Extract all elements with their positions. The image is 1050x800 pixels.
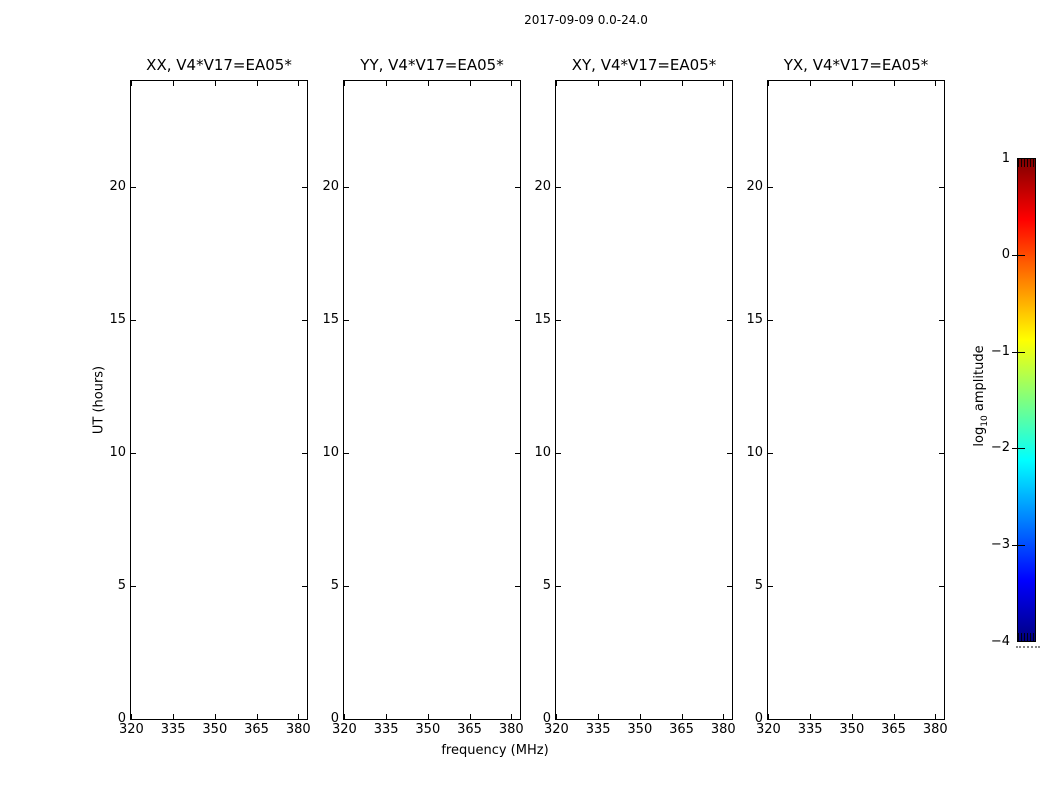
colorbar-tick-label: −3 [990,536,1010,552]
subplot-title-yy: YY, V4*V17=EA05* [360,56,504,74]
x-tick-bottom [470,714,471,719]
colorbar-tick [1012,255,1025,256]
x-tick-top [810,81,811,86]
x-tick-label: 335 [373,722,399,737]
colorbar-hatch-bottom [1018,633,1035,641]
y-tick-left [344,187,349,188]
y-tick-label: 0 [117,711,126,726]
x-tick-label: 335 [585,722,611,737]
x-tick-bottom [428,714,429,719]
x-tick-top [768,81,769,86]
y-tick-label: 0 [754,711,763,726]
x-tick-bottom [935,714,936,719]
x-tick-bottom [723,714,724,719]
x-tick-bottom [894,714,895,719]
subplot-title-xx: XX, V4*V17=EA05* [146,56,292,74]
x-tick-top [556,81,557,86]
x-tick-label: 350 [627,722,653,737]
x-tick-label: 335 [160,722,186,737]
x-tick-label: 320 [118,722,144,737]
colorbar-tick-label: −2 [990,440,1010,456]
y-tick-right [939,320,944,321]
x-tick-label: 365 [669,722,694,737]
colorbar [1017,158,1036,642]
y-tick-label: 5 [330,577,339,593]
y-tick-left [344,453,349,454]
colorbar-hatch-top [1018,159,1035,167]
y-tick-right [939,586,944,587]
y-tick-left [556,320,561,321]
colorbar-label-prefix: log [972,426,988,447]
x-tick-top [935,81,936,86]
y-tick-right [939,453,944,454]
y-tick-left [556,187,561,188]
y-tick-left [131,586,136,587]
colorbar-tick-label: −1 [990,343,1010,359]
y-tick-left [344,719,349,720]
x-tick-label: 320 [331,722,357,737]
colorbar-tick [1012,352,1025,353]
x-tick-label: 365 [244,722,269,737]
x-tick-top [852,81,853,86]
y-tick-left [131,453,136,454]
subplot-yy [343,80,521,720]
x-tick-top [344,81,345,86]
x-tick-label: 350 [415,722,441,737]
x-tick-top [894,81,895,86]
x-tick-bottom [298,714,299,719]
colorbar-tick [1012,545,1025,546]
x-tick-label: 350 [202,722,228,737]
colorbar-label [972,345,990,446]
colorbar-tick-label: 0 [1001,247,1010,263]
y-tick-label: 10 [746,444,763,460]
x-tick-bottom [257,714,258,719]
y-tick-label: 15 [534,311,551,327]
y-tick-label: 10 [322,444,339,460]
x-tick-top [682,81,683,86]
x-tick-bottom [511,714,512,719]
colorbar-tick [1012,448,1025,449]
x-tick-top [640,81,641,86]
x-tick-label: 320 [755,722,781,737]
subplot-title-yx: YX, V4*V17=EA05* [783,56,929,74]
y-tick-left [131,719,136,720]
y-tick-label: 20 [746,178,763,194]
y-axis-label: UT (hours) [91,365,107,435]
subplot-xy [555,80,733,720]
x-tick-label: 380 [922,722,948,737]
y-tick-label: 20 [322,178,339,194]
colorbar-label-subscript: 10 [979,415,990,427]
subplot-yx [767,80,945,720]
x-tick-bottom [852,714,853,719]
x-tick-top [428,81,429,86]
y-tick-label: 5 [117,577,126,593]
colorbar-tick-label: 1 [1001,150,1010,166]
x-tick-bottom [386,714,387,719]
y-tick-label: 20 [534,178,551,194]
x-tick-bottom [682,714,683,719]
colorbar-tick-label: −4 [990,633,1010,649]
x-tick-bottom [598,714,599,719]
x-tick-top [257,81,258,86]
subplot-xx [130,80,308,720]
y-tick-right [939,719,944,720]
y-tick-label: 5 [542,577,551,593]
y-tick-left [768,586,773,587]
y-tick-left [768,453,773,454]
figure-title: 2017-09-09 0.0-24.0 [524,13,648,27]
y-tick-left [556,719,561,720]
x-tick-label: 365 [457,722,482,737]
x-tick-bottom [173,714,174,719]
y-tick-label: 0 [330,711,339,726]
y-tick-left [768,187,773,188]
y-tick-label: 15 [746,311,763,327]
x-tick-bottom [215,714,216,719]
x-axis-label: frequency (MHz) [441,743,549,758]
y-tick-left [768,320,773,321]
x-tick-top [131,81,132,86]
x-tick-top [215,81,216,86]
y-tick-right [939,187,944,188]
x-tick-top [598,81,599,86]
y-tick-label: 0 [542,711,551,726]
y-tick-label: 20 [109,178,126,194]
x-tick-label: 335 [797,722,823,737]
y-tick-left [131,187,136,188]
subplot-title-xy: XY, V4*V17=EA05* [571,56,717,74]
y-tick-label: 15 [322,311,339,327]
x-tick-bottom [640,714,641,719]
x-tick-top [298,81,299,86]
y-tick-left [768,719,773,720]
y-tick-label: 10 [534,444,551,460]
y-tick-left [131,320,136,321]
x-tick-label: 320 [543,722,569,737]
y-tick-label: 5 [754,577,763,593]
x-tick-top [386,81,387,86]
colorbar-label-suffix: amplitude [972,345,988,416]
colorbar-extend-dots [1016,646,1040,648]
y-tick-left [556,586,561,587]
x-tick-label: 380 [498,722,524,737]
x-tick-top [723,81,724,86]
x-tick-top [173,81,174,86]
x-tick-label: 365 [881,722,906,737]
x-tick-label: 380 [285,722,311,737]
x-tick-top [470,81,471,86]
y-tick-label: 10 [109,444,126,460]
x-tick-label: 380 [710,722,736,737]
x-tick-label: 350 [839,722,865,737]
x-tick-top [511,81,512,86]
y-tick-label: 15 [109,311,126,327]
y-tick-left [344,320,349,321]
y-tick-left [344,586,349,587]
y-tick-left [556,453,561,454]
x-tick-bottom [810,714,811,719]
